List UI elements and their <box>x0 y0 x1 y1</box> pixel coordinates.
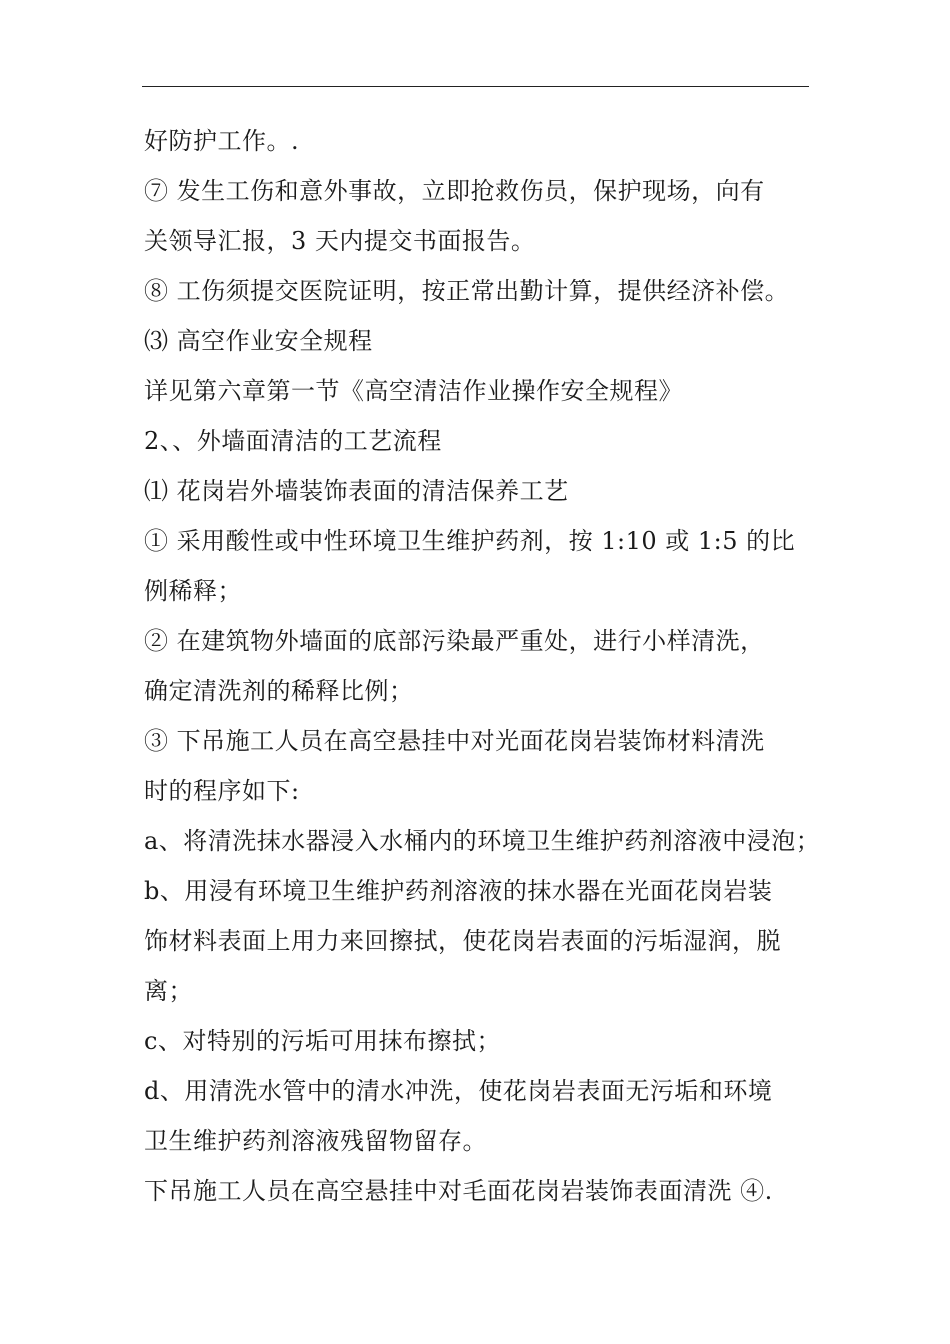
text-line: 关领导汇报，3 天内提交书面报告。 <box>144 227 536 255</box>
document-body <box>144 116 824 1216</box>
text-line: 下吊施工人员在高空悬挂中对毛面花岗岩装饰表面清洗 ④. <box>144 1177 773 1205</box>
text-line: a、将清洗抹水器浸入水桶内的环境卫生维护药剂溶液中浸泡； <box>144 827 821 855</box>
header-rule <box>142 86 809 87</box>
text-line: ⑦ 发生工伤和意外事故，立即抢救伤员，保护现场，向有 <box>144 177 765 205</box>
text-line: 饰材料表面上用力来回擦拭，使花岗岩表面的污垢湿润，脱 <box>144 927 781 955</box>
text-line: 离； <box>144 977 193 1005</box>
text-line: 确定清洗剂的稀释比例； <box>144 677 414 705</box>
text-line: ⑧ 工伤须提交医院证明，按正常出勤计算，提供经济补偿。 <box>144 277 790 305</box>
text-line: 好防护工作。. <box>144 127 300 155</box>
text-line: 时的程序如下: <box>144 777 300 805</box>
text-line: ③ 下吊施工人员在高空悬挂中对光面花岗岩装饰材料清洗 <box>144 727 765 755</box>
text-line: 例稀释； <box>144 577 242 605</box>
text-line: ② 在建筑物外墙面的底部污染最严重处，进行小样清洗， <box>144 627 765 655</box>
text-line: ① 采用酸性或中性环境卫生维护药剂，按 1:10 或 1:5 的比 <box>144 527 796 555</box>
subsection-heading: ⑴ 花岗岩外墙装饰表面的清洁保养工艺 <box>144 477 569 505</box>
text-line: b、用浸有环境卫生维护药剂溶液的抹水器在光面花岗岩装 <box>144 877 773 905</box>
section-heading: ⑶ 高空作业安全规程 <box>144 327 373 355</box>
text-line: c、对特别的污垢可用抹布擦拭； <box>144 1027 501 1055</box>
text-line: 详见第六章第一节《高空清洁作业操作安全规程》 <box>144 377 683 405</box>
text-line: d、用清洗水管中的清水冲洗，使花岗岩表面无污垢和环境 <box>144 1077 773 1105</box>
section-heading: 2、、外墙面清洁的工艺流程 <box>144 427 442 455</box>
text-line: 卫生维护药剂溶液残留物留存。 <box>144 1127 487 1155</box>
